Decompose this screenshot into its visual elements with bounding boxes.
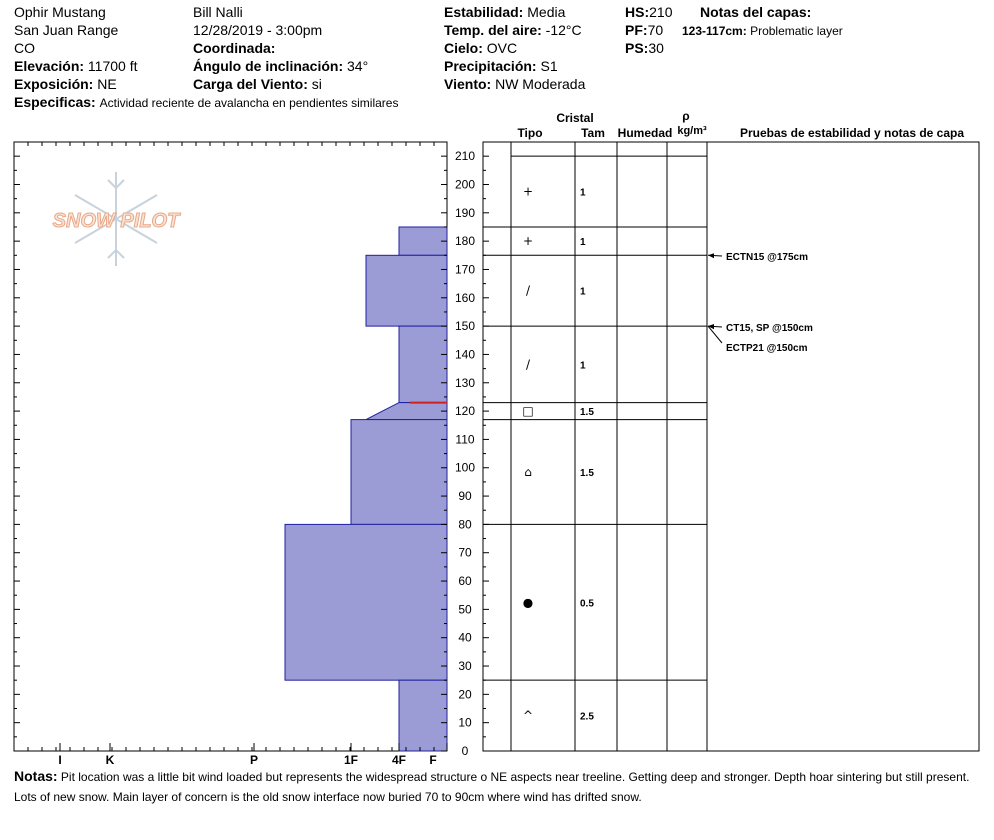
hardness-tick-label: I [58,753,62,766]
col-tests: Pruebas de estabilidad y notas de capa [739,126,965,140]
layer-note-text: Problematic layer [750,24,843,38]
table-frame [483,142,979,751]
grain-size-label: 1.5 [580,467,594,479]
stability-label: Estabilidad: [444,4,524,20]
air-temp-label: Temp. del aire: [444,22,542,38]
wind-label: Viento: [444,76,492,92]
sky-label: Cielo: [444,40,483,56]
grain-type-symbol: + [522,184,534,199]
hardness-tick-label: P [249,753,259,766]
col-size: Tam [581,126,605,140]
test-label: CT15, SP @150cm [726,323,813,334]
state: CO [14,40,35,56]
grain-size-label: 1 [580,187,586,199]
hardness-layer-6 [285,524,447,680]
col-density-symbol: ρ [682,109,690,123]
notes-label: Notas: [14,768,58,784]
location: Ophir Mustang [14,4,106,20]
hardness-layer-1 [399,227,447,255]
range: San Juan Range [14,22,119,38]
wind-load-value: si [311,76,322,92]
layer-note-range: 123-117cm: [682,24,747,38]
grain-size-label: 1.5 [580,407,594,419]
grain-size-label: 2.5 [580,711,594,723]
depth-tick-label: 150 [454,319,476,334]
pf-value: 70 [647,22,664,38]
depth-tick-label: 60 [458,574,472,589]
test-label: ECTN15 @175cm [726,252,809,263]
aspect-label: Exposición: [14,76,94,92]
grain-type-symbol: ⌂ [524,464,532,479]
wind-value: NW Moderada [495,76,586,92]
hardness-tick-label: 4F [391,753,407,766]
test-arrow-line [708,326,722,343]
aspect-value: NE [97,76,117,92]
depth-tick-label: 200 [454,177,476,192]
grain-size-label: 1 [580,360,586,372]
col-moisture: Humedad [617,126,673,140]
elevation-label: Elevación: [14,58,85,74]
depth-tick-label: 90 [458,489,472,504]
grain-size-label: 1 [580,237,586,249]
hardness-layer-5 [351,420,447,525]
wind-load-label: Carga del Viento: [193,76,308,92]
depth-tick-label: 0 [461,744,469,758]
hardness-plot [14,142,447,766]
hardness-tick-label: 1F [343,753,359,766]
depth-tick-label: 100 [454,460,476,475]
sky-value: OVC [486,40,518,56]
hardness-tick-label: K [105,753,115,766]
hs-value: 210 [649,4,673,20]
specifics-value: Actividad reciente de avalancha en pendientes similares [99,96,399,110]
depth-tick-label: 210 [454,149,476,164]
precip-label: Precipitación: [444,58,537,74]
elevation-value: 11700 ft [87,58,138,74]
grain-size-label: 1 [580,286,586,298]
hardness-layer-3 [399,326,447,402]
depth-tick-label: 80 [458,517,472,532]
ps-value: 30 [648,40,664,56]
depth-tick-label: 170 [454,262,476,277]
depth-tick-label: 110 [455,432,475,447]
slope-label: Ángulo de inclinación: [193,58,344,74]
hardness-layer-7 [399,680,447,751]
notes [14,766,992,807]
hardness-layer-2 [366,255,447,326]
depth-tick-label: 190 [454,205,476,220]
grain-type-symbol: □ [522,404,534,419]
observer: Bill Nalli [193,4,243,20]
grain-type-symbol: ^ [522,708,534,723]
col-density-unit: kg/m³ [677,125,707,137]
precip-value: S1 [540,58,558,74]
grain-type-symbol: / [525,357,531,372]
depth-tick-label: 130 [454,375,476,390]
grain-size-label: 0.5 [580,598,594,610]
test-label: ECTP21 @150cm [726,343,808,354]
hs-label: HS: [625,4,650,20]
snowpilot-logo [53,172,181,266]
depth-tick-label: 30 [458,659,472,674]
logo-text: SNOW PILOT [52,210,180,232]
slope-value: 34° [347,58,369,74]
stability-tests [708,252,813,354]
grain-type-symbol: + [522,234,534,249]
stability-value: Media [527,4,566,20]
grain-type-symbol: ● [522,595,534,610]
col-crystal: Cristal [556,111,594,125]
hardness-tick-label: F [429,753,437,766]
depth-tick-label: 160 [454,290,476,305]
layer-table [483,142,979,751]
specifics-label: Especificas: [14,94,96,110]
coordinate-label: Coordinada: [193,40,276,56]
depth-tick-label: 50 [458,602,472,617]
depth-tick-label: 20 [458,687,472,702]
depth-tick-label: 180 [454,234,476,249]
datetime: 12/28/2019 - 3:00pm [193,22,323,38]
depth-tick-label: 140 [454,347,476,362]
col-type: Tipo [517,126,543,140]
depth-tick-label: 70 [458,545,472,560]
hardness-layer-4 [366,403,447,420]
pf-label: PF: [625,22,648,38]
depth-tick-label: 120 [454,404,476,419]
notes-text: Pit location was a little bit wind loaded but represents the widespread structure o NE aspects near treeline. Getting deep and stronger. Depth hoar sintering but still present. Lots of new snow. Main layer of concern is the old snow interface now buried 70 to 90cm where wind has drifted snow. [14,770,970,804]
depth-tick-label: 40 [458,630,472,645]
layer-notes-label: Notas del capas: [700,4,812,20]
depth-tick-label: 10 [458,715,472,730]
air-temp-value: -12°C [545,22,582,38]
grain-type-symbol: / [525,283,531,298]
ps-label: PS: [625,40,649,56]
